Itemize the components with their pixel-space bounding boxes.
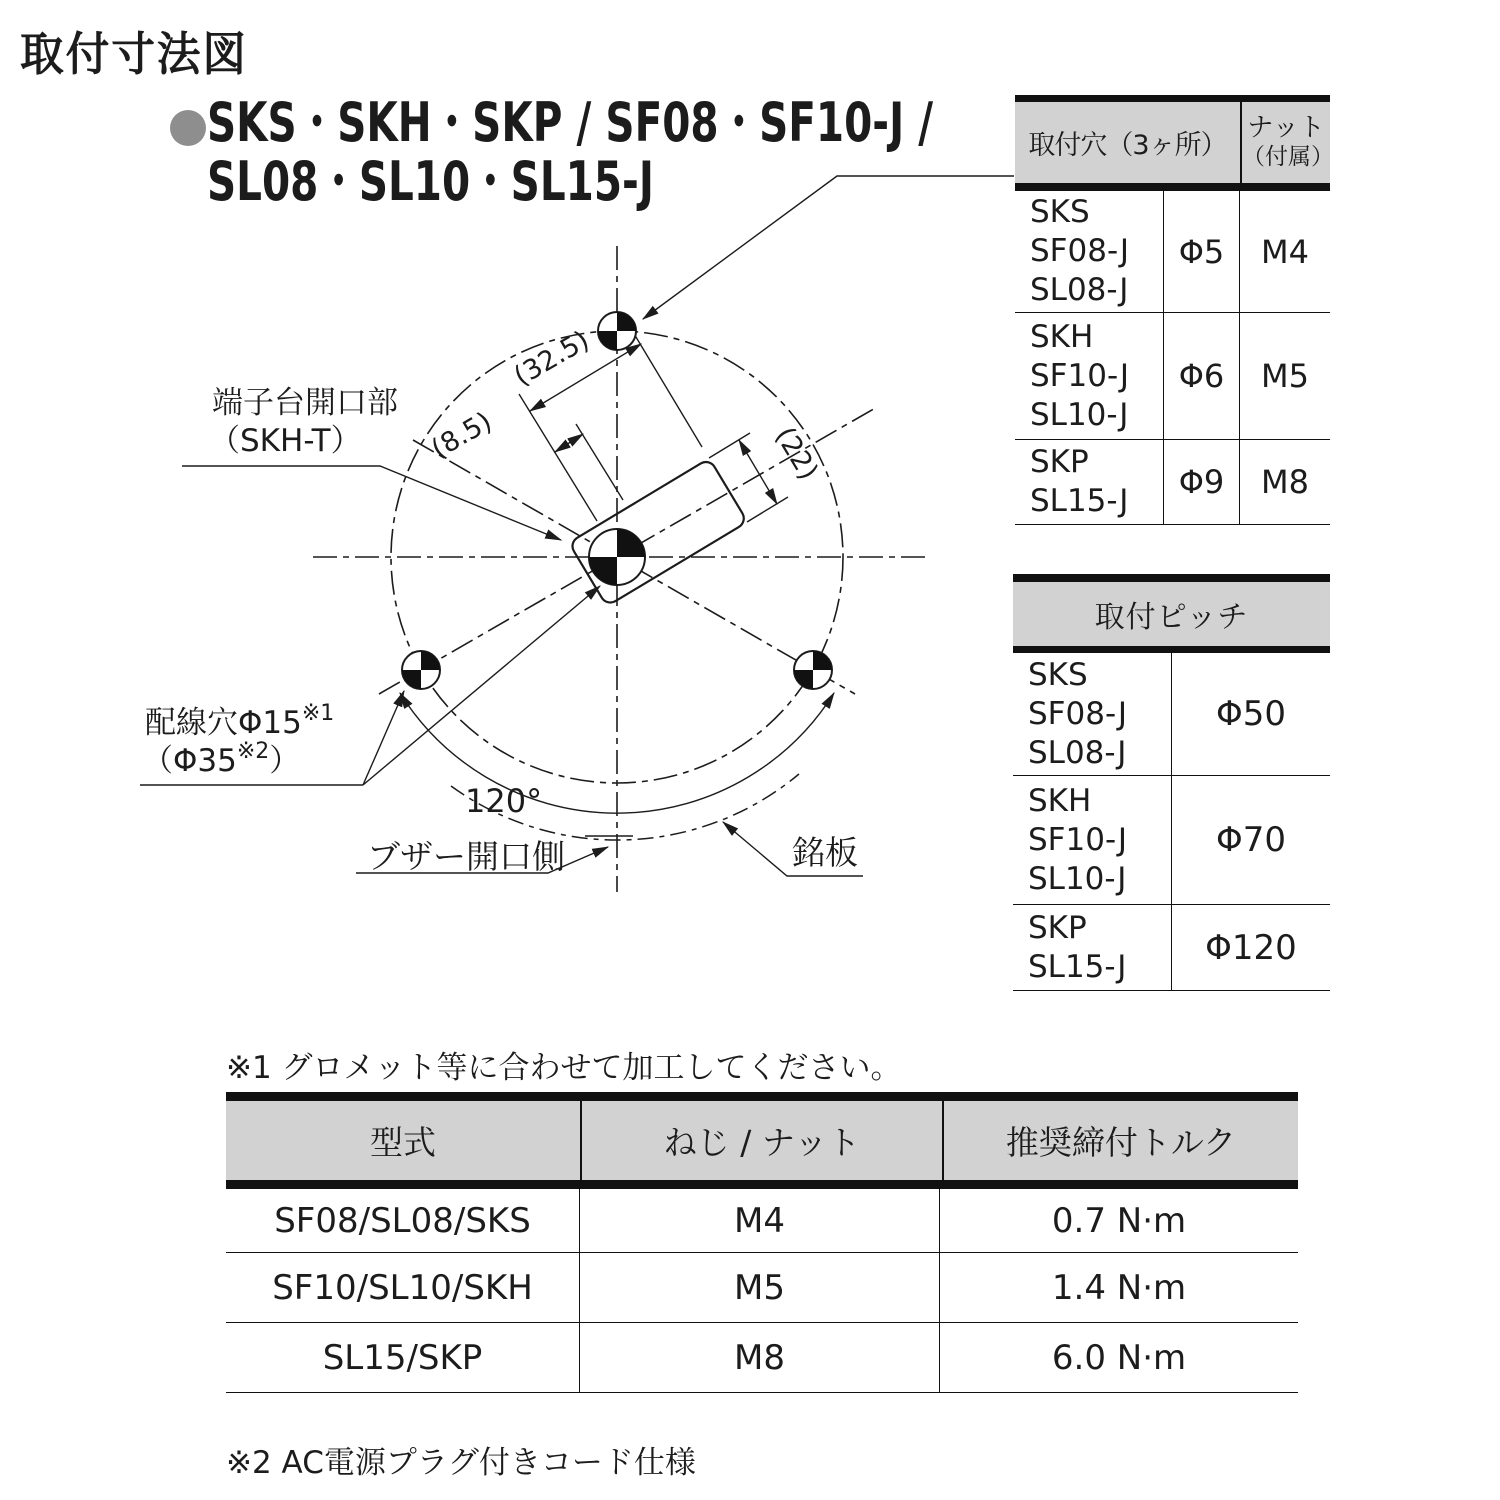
wiring-label-sup1: ※1: [301, 701, 335, 726]
extension-line-center: [519, 394, 597, 521]
wiring-hole-center: [589, 529, 645, 585]
extension-line-far-edge: [630, 327, 702, 447]
table-row: [1015, 312, 1330, 439]
hole-diameter: Φ6: [1164, 313, 1240, 439]
mounting-pitch-table: [1013, 574, 1330, 991]
model-group: SF10/SL10/SKH: [226, 1253, 580, 1322]
header-nut: [1242, 102, 1334, 183]
table-rule-thick: [226, 1180, 1298, 1189]
pitch-value: Φ70: [1215, 820, 1287, 860]
torque-value: 1.4 N·m: [1051, 1267, 1187, 1308]
model: SL15-J: [1028, 948, 1127, 985]
table-row: [226, 1189, 1298, 1252]
model-list: [1015, 313, 1164, 439]
model: SL10-J: [1028, 860, 1127, 897]
model: SF08-J: [1030, 233, 1130, 269]
table-row: [1015, 191, 1330, 312]
hole-diameter: Φ9: [1164, 440, 1240, 524]
table-rule-thick: [1015, 95, 1330, 102]
torque-table: [226, 1092, 1298, 1393]
wiring-label-sup2: ※2: [236, 739, 270, 764]
wiring-label-line2: [142, 739, 300, 779]
model: SF10-J: [1030, 357, 1130, 394]
table-row: [226, 1252, 1298, 1322]
mounting-hole-top: [598, 312, 636, 350]
nut-size: M5: [1261, 357, 1309, 395]
buzzer-side-label: ブザー開口側: [367, 837, 565, 876]
screw-size: M5: [580, 1253, 940, 1322]
model-list: [1013, 776, 1172, 904]
header-nut-line1: ナット: [1247, 112, 1325, 143]
model: SKP: [1028, 909, 1087, 946]
model-list: [1015, 440, 1164, 524]
model: SF08-J: [1028, 695, 1128, 732]
model: SF10-J: [1028, 821, 1128, 858]
dimension-label-22: (22): [768, 421, 824, 486]
section-heading-line1: SKS・SKH・SKP / SF08・SF10-J /: [207, 91, 934, 154]
table-row: [226, 1322, 1298, 1392]
pitch-value: Φ50: [1215, 694, 1287, 734]
torque-table-header: [226, 1101, 1298, 1180]
header-torque: 推奨締付トルク: [1005, 1123, 1237, 1162]
nut-size: M4: [1261, 232, 1309, 271]
model-group: SF08/SL08/SKS: [226, 1189, 580, 1252]
hole-diameter: Φ5: [1164, 191, 1240, 312]
model: SL08-J: [1028, 734, 1127, 771]
header-model: 型式: [226, 1101, 582, 1180]
wiring-label-main: 配線穴Φ15: [145, 705, 302, 741]
table-row: [1015, 439, 1330, 524]
dimension-line-8-5: [555, 434, 583, 452]
leader-hole-table-to-top-hole: [643, 176, 1014, 319]
model: SKH: [1028, 782, 1092, 819]
table-row: [1013, 775, 1330, 904]
torque-value: 0.7 N·m: [1051, 1200, 1187, 1241]
header-hole: 取付穴（3ヶ所）: [1015, 102, 1242, 183]
dimension-label-8-5: (8.5): [426, 406, 498, 466]
screw-size: M4: [580, 1189, 940, 1252]
table-row: [1013, 653, 1330, 775]
mounting-hole-lower-right: [794, 651, 832, 689]
model-list: [1013, 653, 1172, 775]
note-2: ※2 AC電源プラグ付きコード仕様: [226, 1445, 696, 1481]
screw-size: M8: [580, 1323, 940, 1392]
table-rule-thick: [1015, 183, 1330, 191]
note-1: ※1 グロメット等に合わせて加工してください。: [226, 1050, 902, 1086]
extension-line-width-a: [747, 497, 788, 522]
model: SL10-J: [1030, 396, 1129, 433]
terminal-label-line2: （SKH-T）: [209, 423, 362, 459]
mounting-hole-table: [1015, 95, 1334, 525]
header-nut-line2: （付属）: [1242, 143, 1334, 170]
nameplate-label: 銘板: [792, 833, 858, 872]
leader-terminal-label: [182, 466, 561, 540]
table-row: [1013, 904, 1330, 990]
model-group: SL15/SKP: [226, 1323, 580, 1392]
leader-wiring-to-left-hole: [363, 691, 404, 785]
extension-line-width-b: [709, 433, 750, 458]
dimension-label-32-5: (32.5): [508, 324, 595, 393]
model: SL15-J: [1030, 483, 1129, 519]
mounting-pitch-table-header: 取付ピッチ: [1013, 582, 1330, 646]
model: SL08-J: [1030, 272, 1129, 308]
header-screw-nut: ねじ / ナット: [582, 1101, 944, 1180]
section-heading-line2: SL08・SL10・SL15-J: [207, 150, 654, 213]
table-rule-thick: [1013, 574, 1330, 582]
model: SKS: [1028, 656, 1088, 693]
dimension-line-22: [739, 440, 777, 504]
model: SKH: [1030, 318, 1094, 355]
model: SKS: [1030, 194, 1090, 230]
model: SKP: [1030, 444, 1089, 480]
model-list: [1015, 191, 1164, 312]
mounting-hole-lower-left: [402, 651, 440, 689]
model-list: [1013, 905, 1172, 990]
pitch-value: Φ120: [1205, 927, 1297, 968]
wiring-label-paren-open: （Φ35: [142, 743, 237, 779]
mounting-hole-table-header: [1015, 102, 1334, 183]
table-rule-thick: [226, 1092, 1298, 1101]
terminal-opening-outline: [569, 458, 748, 606]
wiring-label-line1: [145, 701, 334, 741]
nut-size: M8: [1261, 463, 1309, 501]
terminal-label-line1: 端子台開口部: [212, 385, 398, 421]
table-rule-thick: [1013, 646, 1330, 653]
torque-value: 6.0 N·m: [1051, 1337, 1187, 1378]
extension-line-near-edge: [576, 424, 623, 500]
angle-label: 120°: [465, 782, 543, 820]
wiring-label-paren-close: ）: [269, 743, 301, 779]
page-title: 取付寸法図: [20, 27, 248, 81]
